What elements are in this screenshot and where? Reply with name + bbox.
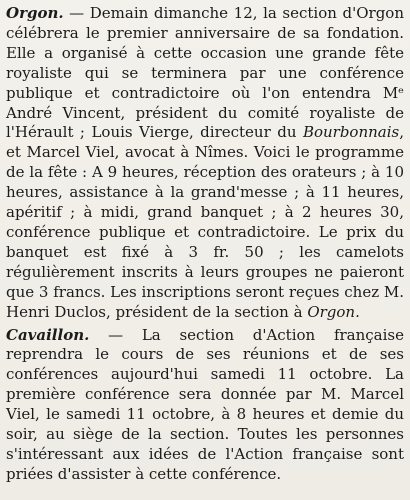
- article-dash: —: [89, 325, 142, 344]
- place-name: Orgon: [307, 302, 356, 321]
- article-cavaillon: [6, 326, 404, 485]
- article-place: Cavaillon.: [6, 325, 90, 344]
- article-text: Demain dimanche 12, la section d'Orgon célébrera le premier anniversaire de sa fondation. Elle a organisé à cette occasion une grande fête royaliste qui se terminera par une conférence publique et contradictoire où l'on entendra Mᵉ André Vincent, président du comité royaliste de l'Hérault ; Louis Vierge, directeur du: [6, 4, 404, 142]
- article-text: .: [355, 302, 360, 321]
- article-text: La section d'Action française reprendra le cours de ses réunions et de ses conférences aujourd'hui samedi 11 octobre. La première conférence sera donnée par M. Marcel Viel, le samedi 11 octobre, à 8 heures et demie du soir, au siège de la section. Toutes les personnes s'intéressant aux idées de l'Action française sont priées d'assister à cette conférence.: [6, 325, 404, 483]
- article-place: Orgon.: [6, 4, 64, 22]
- newspaper-name: Bourbonnais: [302, 123, 400, 142]
- article-text: , et Marcel Viel, avocat à Nîmes. Voici le programme de la fête : A 9 heures, réception des orateurs ; à 10 heures, assistance à la grand'messe ; à 11 heures, apéritif ; à midi, grand banquet ; à 2 heures 30, conférence publique et contradictoire. Le prix du banquet est fixé à 3 fr. 50 ; les camelots régulièrement inscrits à leurs groupes ne paieront que 3 francs. Les inscriptions seront reçues chez M. Henri Duclos, président de la section à: [6, 123, 405, 321]
- article-dash: —: [63, 4, 90, 22]
- article-orgon: [6, 4, 404, 323]
